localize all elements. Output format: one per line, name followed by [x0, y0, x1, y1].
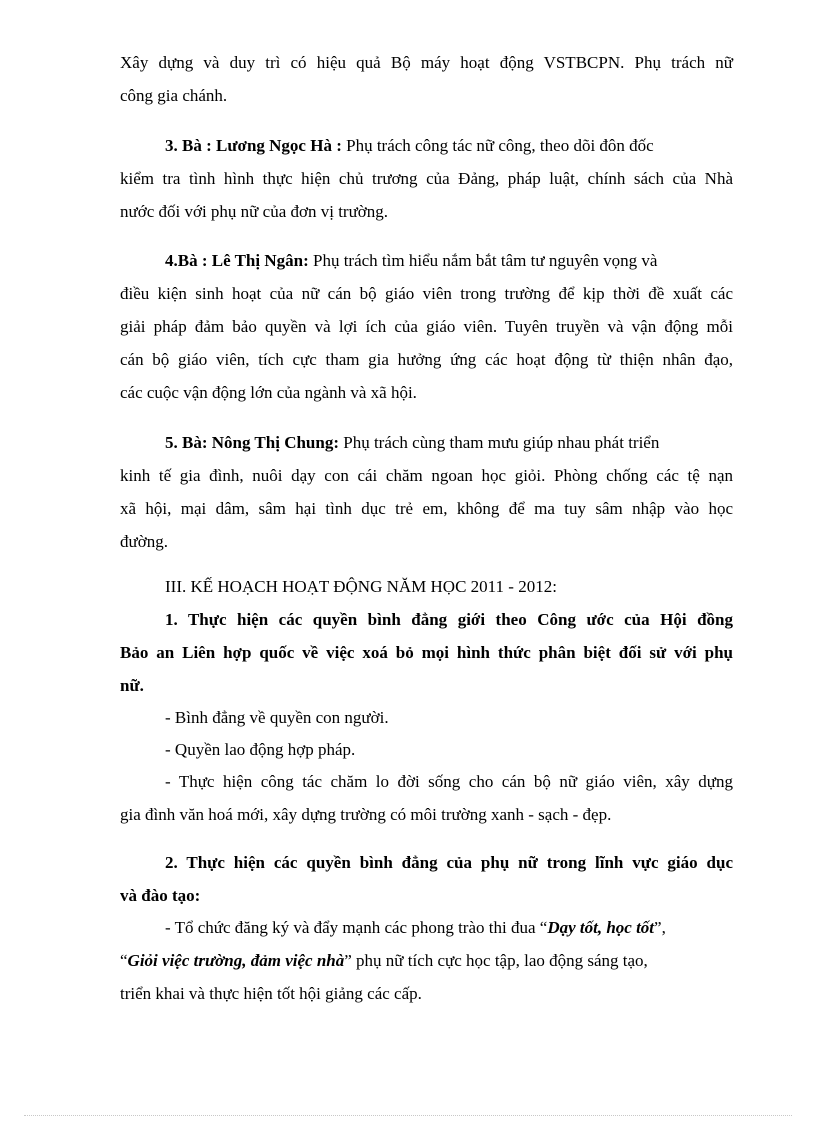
member-3-line: nước đối với phụ nữ của đơn vị trường. — [120, 202, 389, 221]
member-4-line: giải pháp đảm bảo quyền và lợi ích của giáo viên. Tuyên truyền và vận động mỗi — [120, 317, 733, 336]
member-3-line: kiểm tra tình hình thực hiện chủ trương của Đảng, pháp luật, chính sách của Nhà — [120, 169, 733, 188]
emphasis-day-tot: Dạy tốt, học tốt — [547, 918, 655, 937]
item-2-title-line: 2. Thực hiện các quyền bình đẳng của phụ nữ trong lĩnh vực giáo dục — [165, 853, 733, 872]
item-1-title-line: Bảo an Liên hợp quốc về việc xoá bỏ mọi hình thức phân biệt đối sử với phụ — [120, 643, 733, 662]
member-4-line: điều kiện sinh hoạt của nữ cán bộ giáo viên trong trường để kịp thời đề xuất các — [120, 284, 733, 303]
item-1-bullet: - Bình đẳng về quyền con người. — [165, 708, 389, 727]
item-1-bullet: - Quyền lao động hợp pháp. — [165, 740, 356, 759]
intro-line-2: công gia chánh. — [120, 86, 228, 105]
item-1-title-line: nữ. — [120, 676, 144, 695]
intro-line-1: Xây dựng và duy trì có hiệu quả Bộ máy hoạt động VSTBCPN. Phụ trách nữ — [120, 53, 733, 72]
member-4-line: cán bộ giáo viên, tích cực tham gia hưởng ứng các hoạt động từ thiện nhân đạo, — [120, 350, 733, 369]
member-5-title: 5. Bà: Nông Thị Chung: — [165, 433, 339, 452]
item-1-bullet-continuation: gia đình văn hoá mới, xây dựng trường có môi trường xanh - sạch - đẹp. — [120, 805, 612, 824]
item-2-paragraph-line: “Giỏi việc trường, đảm việc nhà” phụ nữ tích cực học tập, lao động sáng tạo, — [120, 951, 648, 970]
member-5-line: xã hội, mại dâm, sâm hại tình dục trẻ em, không để ma tuy sâm nhập vào học — [120, 499, 733, 518]
emphasis-gioi-viec-truong: Giỏi việc trường, đảm việc nhà — [127, 951, 345, 970]
member-5-line: kinh tế gia đình, nuôi dạy con cái chăm ngoan học giỏi. Phòng chống các tệ nạn — [120, 466, 733, 485]
item-2-title-line: và đào tạo: — [120, 886, 201, 905]
member-5-first-line: 5. Bà: Nông Thị Chung: Phụ trách cùng tham mưu giúp nhau phát triển — [165, 433, 660, 452]
item-2-paragraph-line: triển khai và thực hiện tốt hội giảng các cấp. — [120, 984, 422, 1003]
page-bottom-divider — [24, 1115, 792, 1116]
item-1-bullet: - Thực hiện công tác chăm lo đời sống cho cán bộ nữ giáo viên, xây dựng — [165, 772, 733, 791]
item-2-paragraph-line: - Tổ chức đăng ký và đẩy mạnh các phong trào thi đua “Dạy tốt, học tốt”, — [165, 918, 666, 937]
member-5-line: đường. — [120, 532, 168, 551]
member-4-first-line: 4.Bà : Lê Thị Ngân: Phụ trách tìm hiểu nắm bắt tâm tư nguyên vọng và — [165, 251, 658, 270]
section-3-heading: III. KẾ HOẠCH HOẠT ĐỘNG NĂM HỌC 2011 - 2012: — [165, 577, 557, 596]
item-1-title-line: 1. Thực hiện các quyền bình đẳng giới theo Công ước của Hội đồng — [165, 610, 733, 629]
member-3-title: 3. Bà : Lương Ngọc Hà : — [165, 136, 342, 155]
member-4-title: 4.Bà : Lê Thị Ngân: — [165, 251, 309, 270]
member-3-first-line: 3. Bà : Lương Ngọc Hà : Phụ trách công tác nữ công, theo dõi đôn đốc — [165, 136, 654, 155]
member-4-line: các cuộc vận động lớn của ngành và xã hội. — [120, 383, 417, 402]
